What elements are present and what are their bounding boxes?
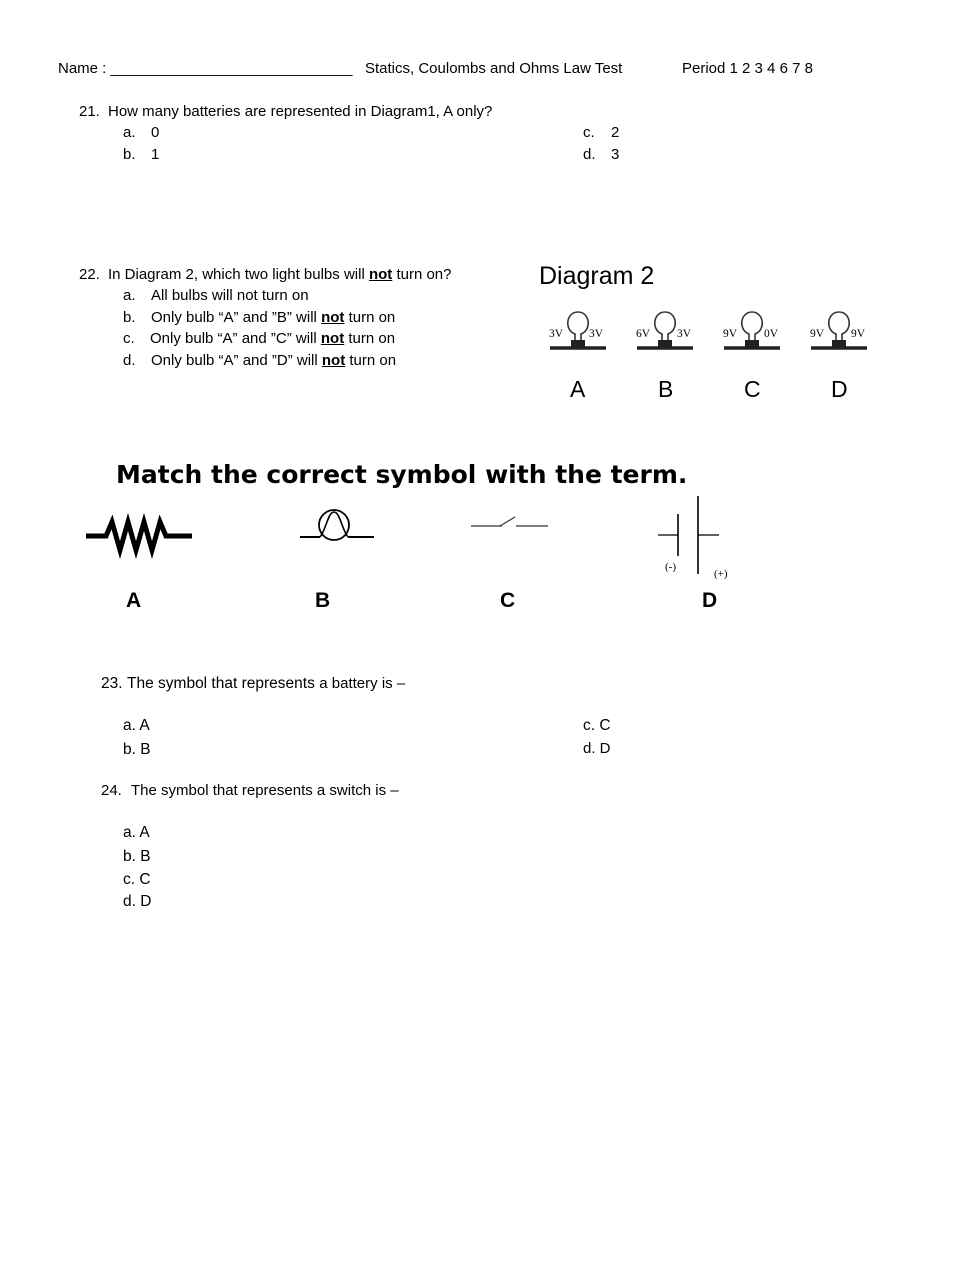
battery-positive-label: (+)	[714, 568, 728, 580]
q22-emphasis: not	[368, 266, 393, 283]
battery-negative-label: (-)	[665, 561, 676, 573]
bulb-c-right-voltage: 0V	[764, 328, 779, 340]
q21-option-b-text: 1	[151, 146, 160, 163]
symbol-a-label: A	[126, 589, 142, 612]
q24-option-d: d. D	[123, 893, 152, 910]
q23-option-c: c. C	[583, 717, 611, 734]
q21-option-d-letter: d.	[583, 146, 596, 163]
q22-option-d-text: Only bulb “A” and ”D” will not turn on	[151, 352, 397, 369]
name-blank[interactable]: _____________________________	[110, 60, 353, 77]
q23-text: 23. The symbol that represents a battery is –	[101, 675, 406, 692]
page-header	[58, 60, 352, 77]
bulb-d-left-voltage: 9V	[810, 328, 825, 340]
q22-option-b-text: Only bulb “A” and ”B” will not turn on	[151, 309, 396, 326]
q22-number: 22.	[79, 266, 100, 283]
matching-heading: Match the correct symbol with the term.	[116, 460, 688, 489]
q24-number: 24.	[101, 782, 122, 799]
bulb-d-right-voltage: 9V	[851, 328, 866, 340]
switch-icon	[470, 510, 550, 535]
bulb-d-label: D	[831, 376, 848, 402]
q24-text: The symbol that represents a switch is –	[131, 782, 399, 799]
q23-option-a: a. A	[123, 717, 150, 734]
q22-option-c-text: Only bulb “A” and ”C” will not turn on	[150, 330, 396, 347]
name-label: Name :	[58, 60, 107, 77]
q21-number: 21.	[79, 103, 100, 120]
symbol-c-label: C	[500, 589, 516, 612]
bulb-a-label: A	[570, 376, 586, 402]
q21-option-d-text: 3	[611, 146, 620, 163]
bulb-b-right-voltage: 3V	[677, 328, 692, 340]
symbol-b-label: B	[315, 589, 331, 612]
q24-option-a: a. A	[123, 824, 150, 841]
bulb-c-label: C	[744, 376, 761, 402]
q22-option-c-letter: c.	[123, 330, 135, 347]
q22-option-d-letter: d.	[123, 352, 136, 369]
bulb-b-left-voltage: 6V	[636, 328, 651, 340]
q24-option-c: c. C	[123, 871, 151, 888]
q24-option-b: b. B	[123, 848, 151, 865]
symbol-d-label: D	[702, 589, 718, 612]
q21-option-b-letter: b.	[123, 146, 136, 163]
test-title: Statics, Coulombs and Ohms Law Test	[365, 60, 623, 77]
diagram2-title: Diagram 2	[539, 262, 655, 290]
q22-option-b-letter: b.	[123, 309, 136, 326]
q23-option-b: b. B	[123, 741, 151, 758]
q22-option-a-text: All bulbs will not turn on	[151, 287, 309, 304]
q23-option-d: d. D	[583, 740, 611, 757]
bulb-c-left-voltage: 9V	[723, 328, 738, 340]
bulb-a-right-voltage: 3V	[589, 328, 604, 340]
lamp-icon	[298, 500, 376, 550]
q22-option-a-letter: a.	[123, 287, 136, 304]
period-list: Period 1 2 3 4 6 7 8	[682, 60, 813, 77]
q21-text: How many batteries are represented in Diagram1, A only?	[108, 103, 493, 120]
q21-option-a-text: 0	[151, 124, 160, 141]
q21-option-c-letter: c.	[583, 124, 595, 141]
q22-text: In Diagram 2, which two light bulbs will not turn on?	[108, 266, 452, 283]
resistor-icon	[86, 516, 194, 556]
bulb-a-left-voltage: 3V	[549, 328, 564, 340]
q21-option-c-text: 2	[611, 124, 620, 141]
bulb-b-label: B	[658, 376, 674, 402]
q23-number: 23.	[101, 675, 123, 692]
q21-option-a-letter: a.	[123, 124, 136, 141]
